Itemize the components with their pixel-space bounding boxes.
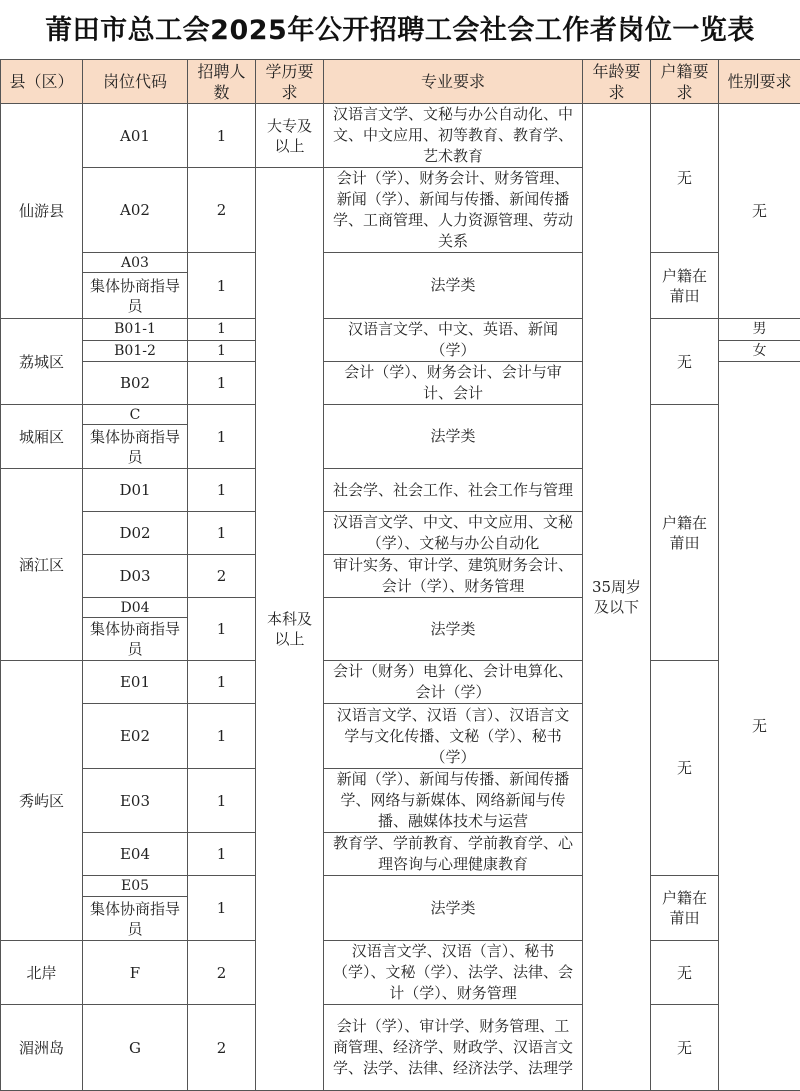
major-cell: 审计实务、审计学、建筑财务会计、会计（学）、财务管理	[324, 555, 583, 598]
county-cell: 湄洲岛	[1, 1005, 83, 1091]
major-cell: 汉语言文学、中文、英语、新闻（学）	[324, 319, 583, 362]
county-cell: 城厢区	[1, 405, 83, 469]
table-row	[1, 405, 800, 425]
header-gender: 性别要求	[719, 60, 800, 104]
age-cell: 35周岁及以下	[583, 104, 651, 1091]
major-cell: 法学类	[324, 405, 583, 469]
major-cell: 法学类	[324, 598, 583, 661]
major-cell: 会计（学）、财务会计、财务管理、新闻（学）、新闻与传播、新闻传播学、工商管理、人力资源管理、劳动关系	[324, 168, 583, 253]
count-cell: 1	[188, 340, 256, 362]
code-cell: A03	[83, 253, 188, 273]
code-cell: E04	[83, 833, 188, 876]
county-cell: 荔城区	[1, 319, 83, 405]
sub-label-cell: 集体协商指导员	[83, 273, 188, 319]
county-cell: 北岸	[1, 941, 83, 1005]
count-cell: 1	[188, 253, 256, 319]
major-cell: 汉语言文学、汉语（言）、汉语言文学与文化传播、文秘（学）、秘书（学）	[324, 704, 583, 769]
count-cell: 1	[188, 833, 256, 876]
gender-cell: 无	[719, 104, 800, 319]
education-cell: 大专及以上	[256, 104, 324, 168]
count-cell: 1	[188, 769, 256, 833]
major-cell: 会计（财务）电算化、会计电算化、会计（学）	[324, 661, 583, 704]
hukou-cell: 户籍在莆田	[651, 876, 719, 941]
major-cell: 教育学、学前教育、学前教育学、心理咨询与心理健康教育	[324, 833, 583, 876]
hukou-cell: 无	[651, 941, 719, 1005]
table-row	[1, 876, 800, 897]
major-cell: 汉语言文学、汉语（言）、秘书（学）、文秘（学）、法学、法律、会计（学）、财务管理	[324, 941, 583, 1005]
count-cell: 1	[188, 405, 256, 469]
code-cell: B01-1	[83, 319, 188, 341]
hukou-cell: 无	[651, 104, 719, 253]
major-cell: 会计（学）、财务会计、会计与审计、会计	[324, 362, 583, 405]
count-cell: 2	[188, 1005, 256, 1091]
hukou-cell: 户籍在莆田	[651, 253, 719, 319]
major-cell: 法学类	[324, 876, 583, 941]
code-cell: A02	[83, 168, 188, 253]
count-cell: 2	[188, 555, 256, 598]
major-cell: 汉语言文学、文秘与办公自动化、中文、中文应用、初等教育、教育学、艺术教育	[324, 104, 583, 168]
positions-table	[0, 59, 800, 1091]
gender-cell: 无	[719, 362, 800, 1091]
header-count: 招聘人数	[188, 60, 256, 104]
table-row	[1, 661, 800, 704]
county-cell: 仙游县	[1, 104, 83, 319]
count-cell: 1	[188, 704, 256, 769]
count-cell: 1	[188, 876, 256, 941]
page-title: 莆田市总工会2025年公开招聘工会社会工作者岗位一览表	[0, 0, 800, 59]
code-cell: D04	[83, 598, 188, 618]
major-cell: 社会学、社会工作、社会工作与管理	[324, 469, 583, 512]
county-cell: 涵江区	[1, 469, 83, 661]
sub-label-cell: 集体协商指导员	[83, 618, 188, 661]
major-cell: 新闻（学）、新闻与传播、新闻传播学、网络与新媒体、网络新闻与传播、融媒体技术与运营	[324, 769, 583, 833]
header-row	[1, 60, 800, 104]
code-cell: F	[83, 941, 188, 1005]
count-cell: 1	[188, 319, 256, 341]
hukou-cell: 无	[651, 1005, 719, 1091]
table-row	[1, 1005, 800, 1091]
sub-label-cell: 集体协商指导员	[83, 897, 188, 941]
gender-cell: 女	[719, 340, 800, 362]
count-cell: 1	[188, 512, 256, 555]
count-cell: 1	[188, 362, 256, 405]
code-cell: E01	[83, 661, 188, 704]
table-row	[1, 941, 800, 1005]
header-age: 年龄要求	[583, 60, 651, 104]
code-cell: D02	[83, 512, 188, 555]
code-cell: A01	[83, 104, 188, 168]
count-cell: 2	[188, 168, 256, 253]
count-cell: 2	[188, 941, 256, 1005]
hukou-cell: 户籍在莆田	[651, 405, 719, 661]
header-major: 专业要求	[324, 60, 583, 104]
code-cell: D01	[83, 469, 188, 512]
hukou-cell: 无	[651, 661, 719, 876]
code-cell: E03	[83, 769, 188, 833]
hukou-cell: 无	[651, 319, 719, 405]
count-cell: 1	[188, 104, 256, 168]
code-cell: B01-2	[83, 340, 188, 362]
county-cell: 秀屿区	[1, 661, 83, 941]
table-row	[1, 319, 800, 341]
count-cell: 1	[188, 661, 256, 704]
count-cell: 1	[188, 598, 256, 661]
code-cell: C	[83, 405, 188, 425]
major-cell: 法学类	[324, 253, 583, 319]
code-cell: E05	[83, 876, 188, 897]
count-cell: 1	[188, 469, 256, 512]
code-cell: G	[83, 1005, 188, 1091]
major-cell: 会计（学）、审计学、财务管理、工商管理、经济学、财政学、汉语言文学、法学、法律、经济法学、法理学	[324, 1005, 583, 1091]
table-row	[1, 253, 800, 273]
code-cell: D03	[83, 555, 188, 598]
major-cell: 汉语言文学、中文、中文应用、文秘（学）、文秘与办公自动化	[324, 512, 583, 555]
code-cell: E02	[83, 704, 188, 769]
sub-label-cell: 集体协商指导员	[83, 425, 188, 469]
code-cell: B02	[83, 362, 188, 405]
gender-cell: 男	[719, 319, 800, 341]
table-row	[1, 104, 800, 168]
header-county: 县（区）	[1, 60, 83, 104]
header-code: 岗位代码	[83, 60, 188, 104]
header-education: 学历要求	[256, 60, 324, 104]
education-cell: 本科及以上	[256, 168, 324, 1091]
header-hukou: 户籍要求	[651, 60, 719, 104]
